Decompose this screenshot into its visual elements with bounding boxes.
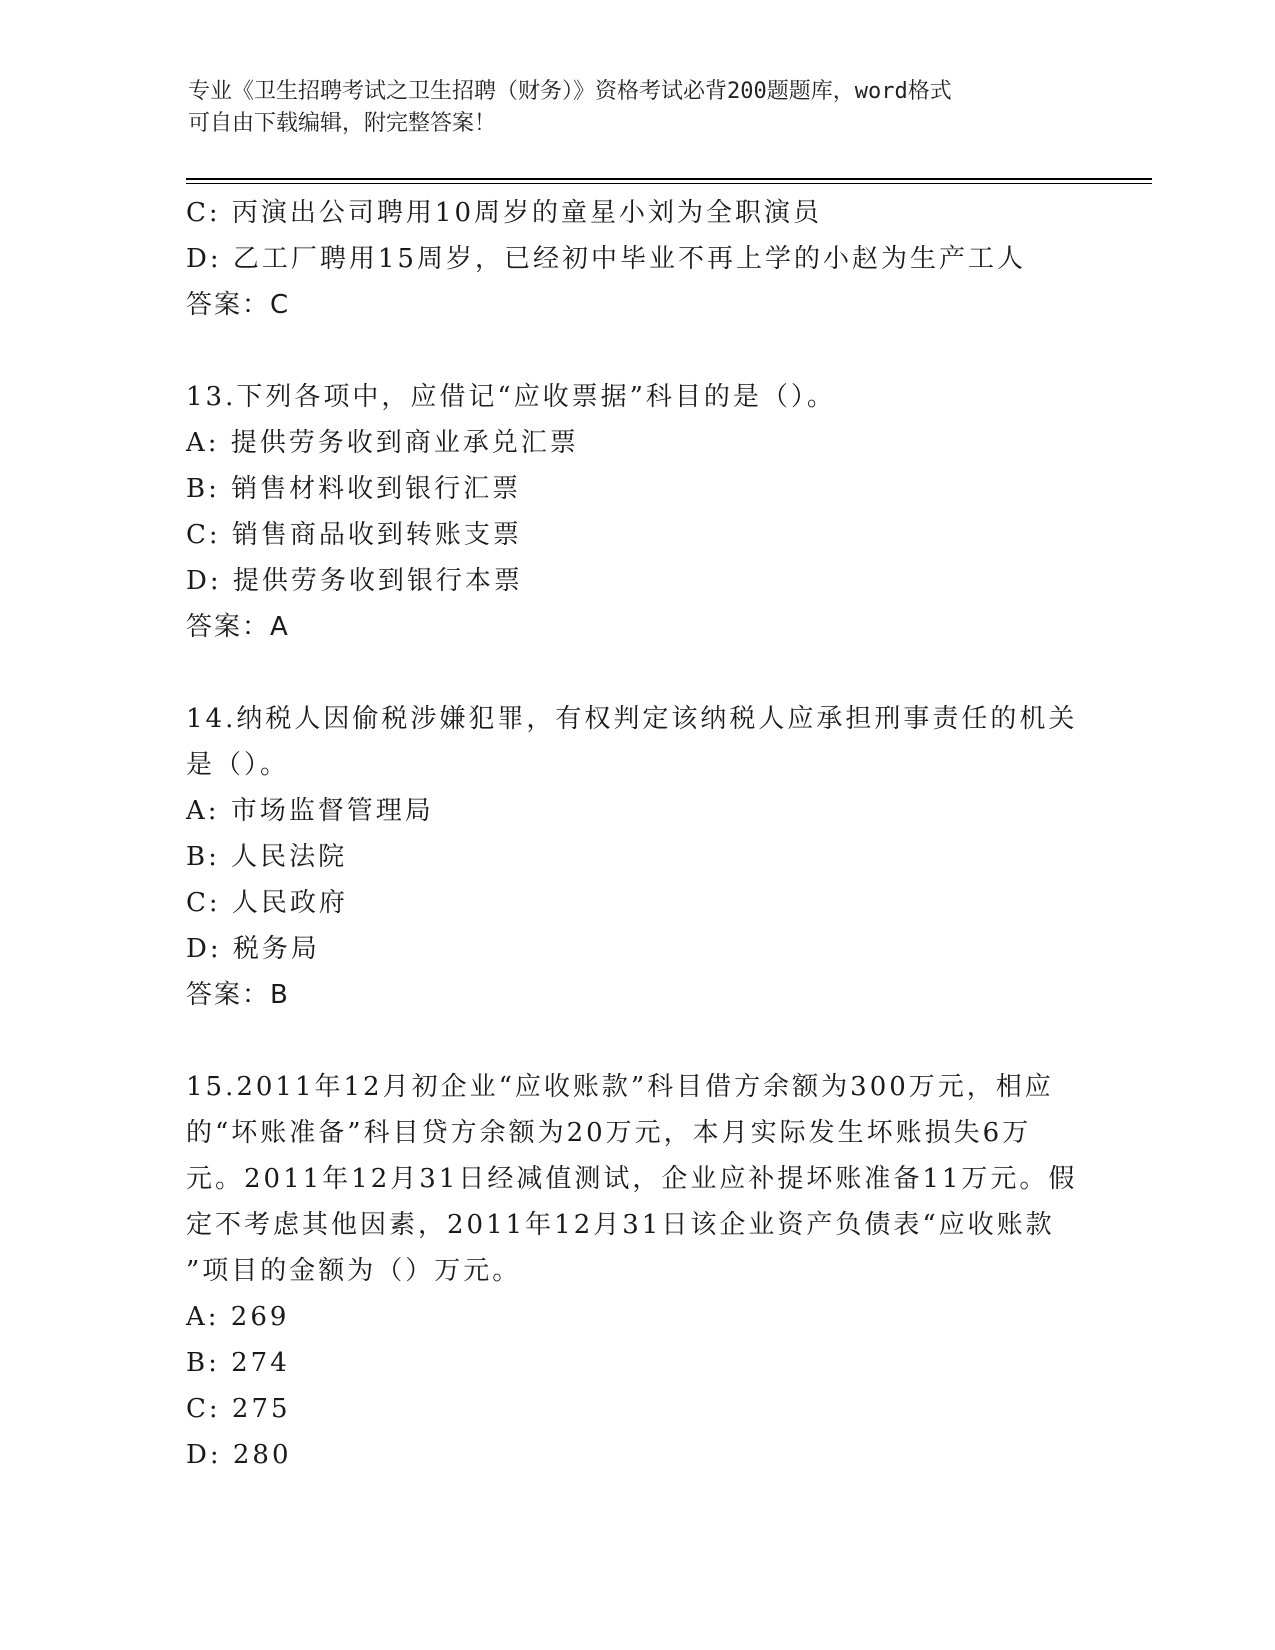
question-12-tail (186, 190, 1086, 328)
question-stem-line: 14.纳税人因偷税涉嫌犯罪，有权判定该纳税人应承担刑事责任的机关 (186, 704, 1078, 734)
question-spacer (186, 650, 1086, 696)
header-title-line2: 可自由下载编辑，附完整答案！ (188, 111, 497, 136)
answer-line: 答案：B (186, 980, 290, 1010)
option-c: C: 人民政府 (186, 888, 348, 918)
option-d: D: 税务局 (186, 934, 320, 964)
question-stem-line: 是（）。 (186, 750, 290, 780)
option-b: B: 274 (186, 1348, 290, 1378)
question-stem-line: ”项目的金额为（）万元。 (186, 1256, 522, 1286)
option-c: C: 275 (186, 1394, 291, 1424)
option-a: A: 269 (186, 1302, 290, 1332)
option-b: B: 销售材料收到银行汇票 (186, 474, 522, 504)
header-title-line1: 专业《卫生招聘考试之卫生招聘（财务）》资格考试必背200题题库，word格式 (188, 79, 952, 104)
question-spacer (186, 1018, 1086, 1064)
option-b: B: 人民法院 (186, 842, 348, 872)
option-c: C: 丙演出公司聘用10周岁的童星小刘为全职演员 (186, 198, 823, 228)
question-stem-line: 元。2011年12月31日经减值测试，企业应补提坏账准备11万元。假 (186, 1164, 1078, 1194)
question-14 (186, 696, 1086, 1018)
question-stem-line: 的“坏账准备”科目贷方余额为20万元，本月实际发生坏账损失6万 (186, 1118, 1032, 1148)
answer-line: 答案：C (186, 290, 291, 320)
option-c: C: 销售商品收到转账支票 (186, 520, 522, 550)
question-stem: 13.下列各项中，应借记“应收票据”科目的是（）。 (186, 382, 836, 412)
header-divider-thick (186, 178, 1152, 180)
answer-line: 答案：A (186, 612, 290, 642)
document-header (188, 76, 1068, 140)
question-stem-line: 15.2011年12月初企业“应收账款”科目借方余额为300万元，相应 (186, 1072, 1054, 1102)
question-spacer (186, 328, 1086, 374)
option-d: D: 280 (186, 1440, 292, 1470)
question-15 (186, 1064, 1086, 1478)
question-list (186, 190, 1086, 1478)
option-d: D: 乙工厂聘用15周岁，已经初中毕业不再上学的小赵为生产工人 (186, 244, 1026, 274)
option-d: D: 提供劳务收到银行本票 (186, 566, 523, 596)
question-stem-line: 定不考虑其他因素，2011年12月31日该企业资产负债表“应收账款 (186, 1210, 1055, 1240)
header-divider-thin (186, 183, 1152, 184)
question-13 (186, 374, 1086, 650)
option-a: A: 市场监督管理局 (186, 796, 434, 826)
option-a: A: 提供劳务收到商业承兑汇票 (186, 428, 579, 458)
